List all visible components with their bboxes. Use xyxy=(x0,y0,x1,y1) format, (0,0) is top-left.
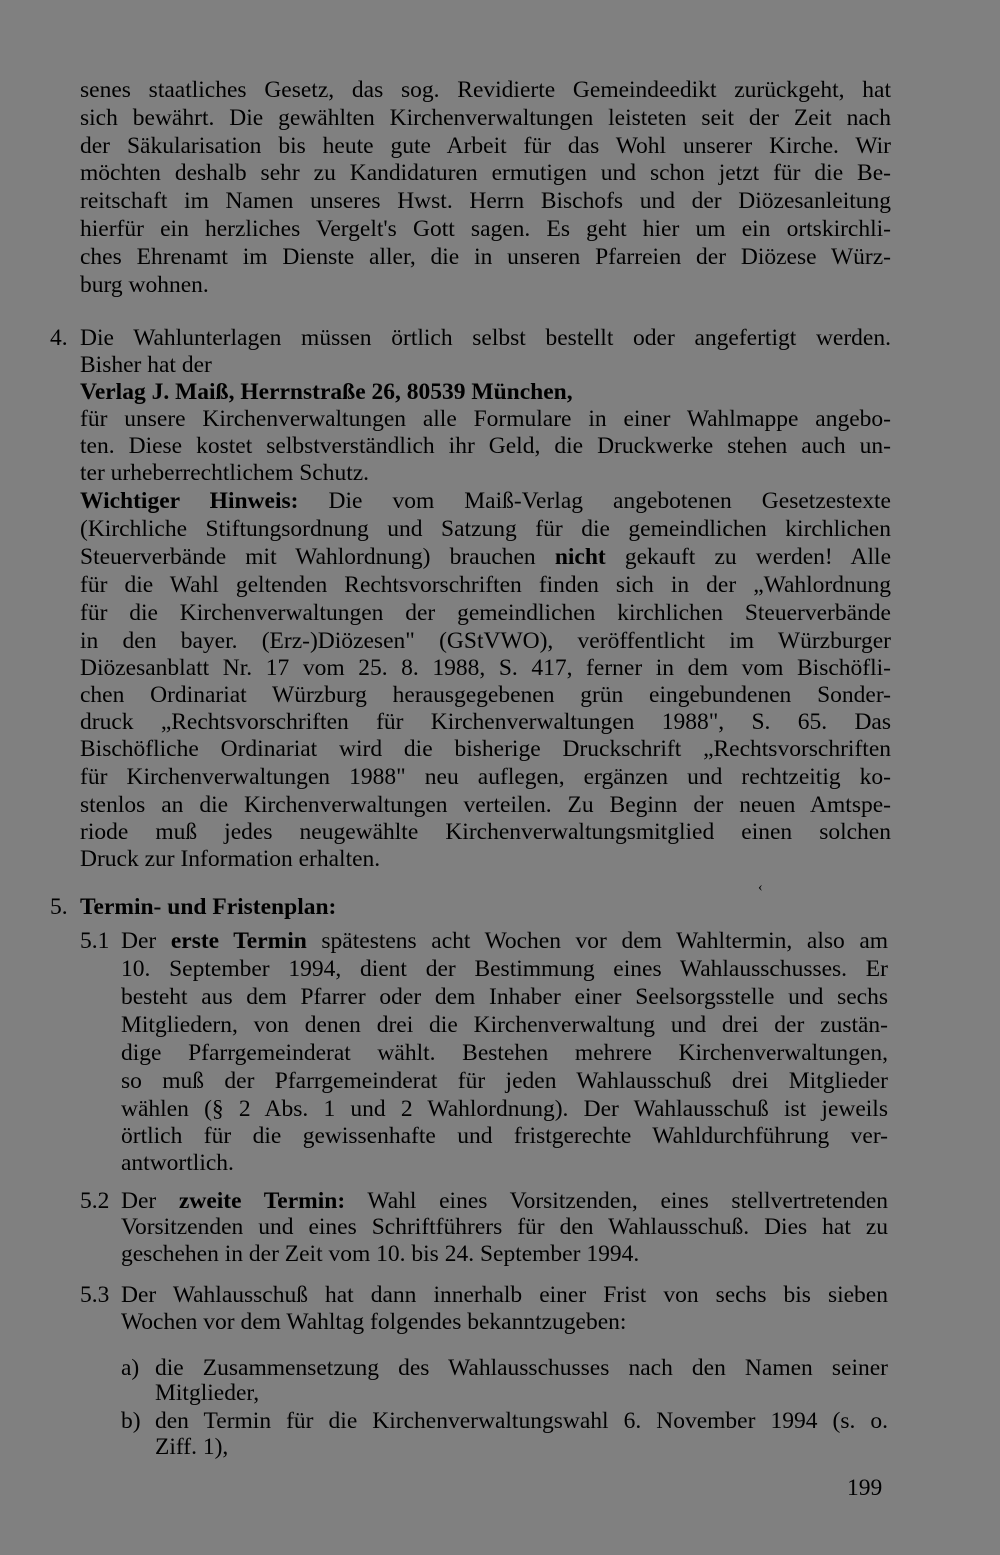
text-line: Druck zur Information erhalten. xyxy=(80,846,381,872)
text-line: für Kirchenverwaltungen 1988" neu auflegen, ergänzen und rechtzeitig ko- xyxy=(80,764,891,790)
text-line: so muß der Pfarrgemeinderat für jeden Wahlausschuß drei Mitglieder xyxy=(121,1068,888,1094)
text-line: ches Ehrenamt im Dienste aller, die in unseren Pfarreien der Diözese Würz- xyxy=(80,244,891,270)
subitem-number: 5.3 xyxy=(80,1282,110,1308)
text-line: den Termin für die Kirchenverwaltungswahl 6. November 1994 (s. o. xyxy=(155,1408,888,1434)
text-span: Der xyxy=(121,1188,157,1214)
text-line: Bischöfliche Ordinariat wird die bisherige Druckschrift „Rechtsvorschriften xyxy=(80,736,891,762)
text-line: Die Wahlunterlagen müssen örtlich selbst bestellt oder angefertigt werden. xyxy=(80,325,891,351)
emphasis-nicht: nicht xyxy=(554,544,606,570)
text-span: spätestens acht Wochen vor dem Wahltermin, also am xyxy=(321,928,889,954)
text-line: reitschaft im Namen unseres Hwst. Herrn Bischofs und der Diözesanleitung xyxy=(80,188,891,214)
text-line: stenlos an die Kirchenverwaltungen verteilen. Zu Beginn der neuen Amtspe- xyxy=(80,792,891,818)
text-line: örtlich für die gewissenhafte und fristgerechte Wahldurchführung ver- xyxy=(121,1123,888,1149)
text-line: in den bayer. (Erz-)Diözesen" (GStVWO), veröffentlicht im Würzburger xyxy=(80,628,891,654)
text-line: Der Wahlausschuß hat dann innerhalb einer Frist von sechs bis sieben xyxy=(121,1282,888,1308)
text-span: Steuerverbände mit Wahlordnung) brauchen xyxy=(80,544,536,570)
text-line: burg wohnen. xyxy=(80,272,209,298)
text-line: für die Wahl geltenden Rechtsvorschriften finden sich in der „Wahlordnung xyxy=(80,572,891,598)
text-line: Ziff. 1), xyxy=(155,1434,229,1460)
text-span: Die vom Maiß-Verlag angebotenen Gesetzestexte xyxy=(328,488,891,514)
text-line xyxy=(80,542,891,572)
publisher-address: Verlag J. Maiß, Herrnstraße 26, 80539 München, xyxy=(80,379,573,405)
text-line: senes staatliches Gesetz, das sog. Revidierte Gemeindeedikt zurückgeht, hat xyxy=(80,77,891,103)
text-line: ter urheberrechtlichem Schutz. xyxy=(80,460,370,486)
text-span: gekauft zu werden! Alle xyxy=(624,544,892,570)
list-label: a) xyxy=(121,1355,140,1381)
text-line: hierfür ein herzliches Vergelt's Gott sagen. Es geht hier um ein ortskirchli- xyxy=(80,216,891,242)
text-line xyxy=(121,926,888,956)
text-line: die Zusammensetzung des Wahlausschusses nach den Namen seiner xyxy=(155,1355,888,1381)
subitem-number: 5.1 xyxy=(80,928,110,954)
text-line: wählen (§ 2 Abs. 1 und 2 Wahlordnung). Der Wahlausschuß ist jeweils xyxy=(121,1096,888,1122)
text-line: (Kirchliche Stiftungsordnung und Satzung für die gemeindlichen kirchlichen xyxy=(80,516,891,542)
text-line: Mitglieder, xyxy=(155,1380,260,1406)
margin-mark: ‹ xyxy=(758,880,763,895)
text-line: chen Ordinariat Würzburg herausgegebenen grün eingebundenen Sonder- xyxy=(80,682,891,708)
text-line: riode muß jedes neugewählte Kirchenverwaltungsmitglied einen solchen xyxy=(80,819,891,845)
page-number: 199 xyxy=(847,1475,883,1501)
text-line: dige Pfarrgemeinderat wählt. Bestehen mehrere Kirchenverwaltungen, xyxy=(121,1040,888,1066)
text-line: Diözesanblatt Nr. 17 vom 25. 8. 1988, S. 417, ferner in dem vom Bischöfli- xyxy=(80,655,891,681)
text-line: Vorsitzenden und eines Schriftführers für den Wahlausschuß. Dies hat zu xyxy=(121,1214,888,1240)
emphasis-zweiter-termin: zweite Termin: xyxy=(178,1188,346,1214)
text-line: 10. September 1994, dient der Bestimmung eines Wahlausschusses. Er xyxy=(121,956,888,982)
text-line: sich bewährt. Die gewählten Kirchenverwaltungen leisteten seit der Zeit nach xyxy=(80,105,891,131)
text-line: der Säkularisation bis heute gute Arbeit für das Wohl unserer Kirche. Wir xyxy=(80,133,891,159)
text-line: Wochen vor dem Wahltag folgendes bekanntzugeben: xyxy=(121,1309,627,1335)
item-number: 4. xyxy=(50,325,68,351)
text-line: ten. Diese kostet selbstverständlich ihr Geld, die Druckwerke stehen auch un- xyxy=(80,433,891,459)
text-line xyxy=(80,486,891,516)
text-line: Bisher hat der xyxy=(80,352,212,378)
item-number: 5. xyxy=(50,894,68,920)
text-line: besteht aus dem Pfarrer oder dem Inhaber einer Seelsorgsstelle und sechs xyxy=(121,984,888,1010)
text-line: für die Kirchenverwaltungen der gemeindlichen kirchlichen Steuerverbände xyxy=(80,600,891,626)
hinweis-label: Wichtiger Hinweis: xyxy=(80,488,299,514)
subitem-number: 5.2 xyxy=(80,1188,110,1214)
text-span: Der xyxy=(121,928,157,954)
section-heading: Termin- und Fristenplan: xyxy=(80,894,337,920)
text-line: antwortlich. xyxy=(121,1150,234,1176)
text-line: möchten deshalb sehr zu Kandidaturen ermutigen und schon jetzt für die Be- xyxy=(80,160,891,186)
list-label: b) xyxy=(121,1408,141,1434)
text-line: Mitgliedern, von denen drei die Kirchenverwaltung und drei der zustän- xyxy=(121,1012,888,1038)
text-line: für unsere Kirchenverwaltungen alle Formulare in einer Wahlmappe angebo- xyxy=(80,406,891,432)
emphasis-erster-termin: erste Termin xyxy=(170,928,307,954)
text-line: geschehen in der Zeit vom 10. bis 24. September 1994. xyxy=(121,1241,640,1267)
text-line: druck „Rechtsvorschriften für Kirchenverwaltungen 1988", S. 65. Das xyxy=(80,709,891,735)
text-span: Wahl eines Vorsitzenden, eines stellvertretenden xyxy=(367,1188,889,1214)
